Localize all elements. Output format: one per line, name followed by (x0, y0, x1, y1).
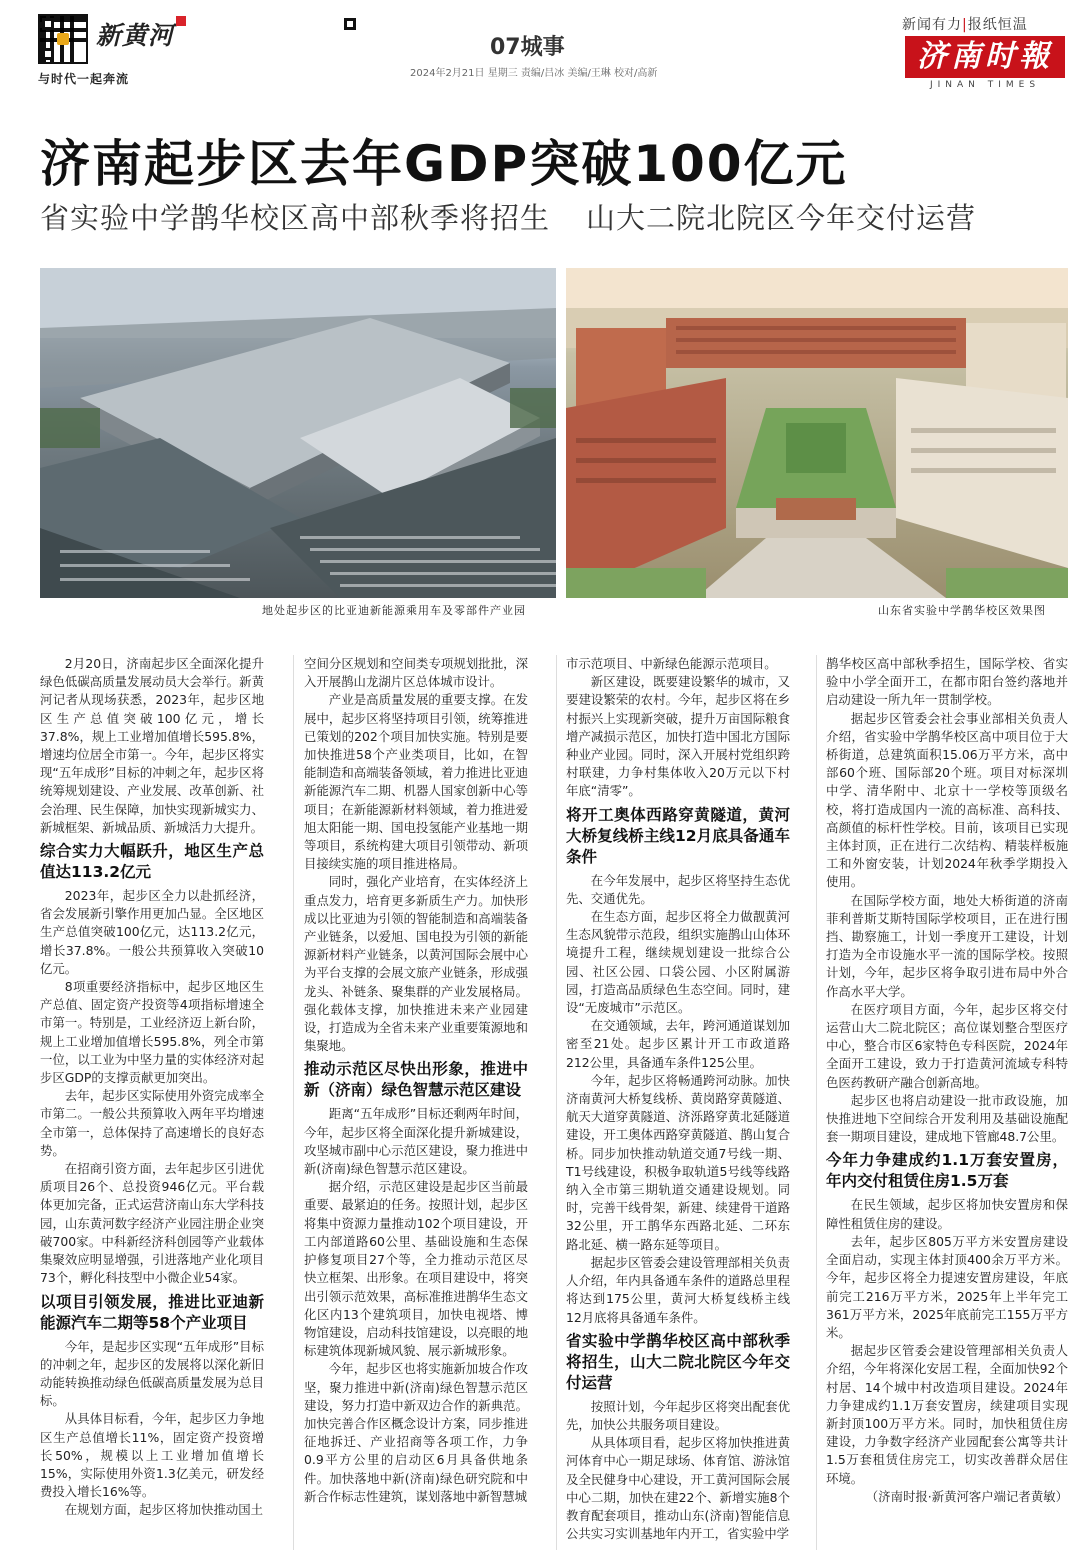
paragraph: 产业是高质量发展的重要支撑。在发展中，起步区将坚持项目引领，统筹推进已策划的202个项目加快实施。特别是要加快推进58个产业类项目，比如，在智能制造和高端装备领域，着力推进比亚迪新能源汽车二期、机器人国家创新中心等项目；在新能源新材料领域，着力推进爱旭太阳能一期、国电投氢能产业基地一期等项目，系统构建大项目引领带动、新项目接续实施的项目推进格局。 (304, 692, 528, 872)
paragraph: 在医疗项目方面，今年，起步区将交付运营山大二院北院区；高位谋划整合型医疗中心，整合市区6家特色专科医院，2024年全面开工建设，致力于打造黄河流域专科特色医药教研产融合创新高地。 (826, 1001, 1068, 1090)
paragraph: 据起步区管委会社会事业部相关负责人介绍，省实验中学鹊华校区高中项目位于大桥街道，总建筑面积15.06万平方米，高中部60个班、国际部20个班。项目对标深圳中学、清华附中、北京十一学校等顶级名校，将打造成国内一流的高标准、高科技、高颜值的标杆性学校。目前，该项目已实现主体封顶，正在进行二次结构、精装样板施工和外窗安装，计划2024年秋季学期投入使用。 (826, 710, 1068, 890)
paper-logo: 济南时報 (905, 36, 1065, 78)
byline: （济南时报·新黄河客户端记者黄敏） (865, 1488, 1068, 1504)
column-rule (556, 655, 557, 1550)
paragraph: 距离“五年成形”目标还剩两年时间，今年，起步区将全面深化提升新城建设，攻坚城市副中心示范区建设，聚力推进中新(济南)绿色智慧示范区建设。 (304, 1106, 528, 1177)
caption-right: 山东省实验中学鹊华校区效果图 (878, 604, 1046, 617)
paragraph: 今年，起步区将畅通跨河动脉。加快济南黄河大桥复线桥、黄岗路穿黄隧道、航天大道穿黄隧道、济泺路穿黄北延隧道建设，开工奥体西路穿黄隧道、鹊山复合桥。同步加快推动轨道交通7号线一期、T1号线建设，积极争取轨道5号线等线路纳入全市第三期轨道交通建设规划。同时，完善干线骨架，新建、续建骨干道路32公里，开工鹊华东西路北延、二环东路北延、横一路东延等项目。 (566, 1072, 790, 1252)
article-column-1 (40, 655, 264, 1520)
paper-slogan: 新闻有力|报纸恒温 (902, 17, 1028, 33)
paragraph: 去年，起步区实际使用外资完成率全市第二。一般公共预算收入两年平均增速全市第一，总体保持了高速增长的良好态势。 (40, 1088, 264, 1158)
paragraph: 去年，起步区805万平方米安置房建设全面启动，实现主体封顶400余万平方米。今年，起步区将全力提速安置房建设，年底前完工216万平方米，2025年上半年完工361万平方米，2025年底前完工155万平方米。 (826, 1233, 1068, 1340)
paragraph: 据起步区管委会建设管理部相关负责人介绍，年内具备通车条件的道路总里程将达到175公里，黄河大桥复线桥主线12月底将具备通车条件。 (566, 1254, 790, 1325)
caption-left: 地处起步区的比亚迪新能源乘用车及零部件产业园 (262, 604, 526, 617)
section-heading: 将开工奥体西路穿黄隧道，黄河大桥复线桥主线12月底具备通车条件 (566, 805, 790, 866)
paragraph: 起步区也将启动建设一批市政设施，加快推进地下空间综合开发利用及基础设施配套一期项目建设，建成地下管廊48.7公里。 (826, 1092, 1068, 1145)
page-number: 07城事 (490, 35, 565, 60)
dateline: 2024年2月21日 星期三 责编/吕冰 美编/王琳 校对/高新 (410, 68, 658, 79)
subheadline: 省实验中学鹊华校区高中部秋季将招生 山大二院北院区今年交付运营 (40, 201, 977, 235)
paragraph: 同时，强化产业培育，在实体经济上重点发力，培育更多新质生产力。加快形成以比亚迪为引领的智能制造和高端装备产业链条，以爱旭、国电投为引领的新能源新材料产业链条，以黄河国际会展中心为平台支撑的会展文旅产业链条，形成强龙头、补链条、聚集群的产业发展格局。强化载体支撑，加快推进未来产业园建设，打造成为全省未来产业重要策源地和集聚地。 (304, 874, 528, 1054)
brand-slogan: 与时代一起奔流 (38, 72, 130, 86)
paragraph: 2月20日，济南起步区全面深化提升绿色低碳高质量发展动员大会举行。新黄河记者从现场获悉，2023年，起步区地区生产总值突破100亿元，增长37.8%，规上工业增加值增长595.8%，增速均位居全市第一。今年，起步区将实现“五年成形”目标的冲刺之年，起步区将统筹规划建设、产业发展、改革创新、社会治理、民生保障，加快实现新城实力、新城框架、新城品质、新城活力大提升。 (40, 656, 264, 835)
paragraph: 在规划方面，起步区将加快推动国土 (64, 1502, 264, 1518)
section-heading: 今年力争建成约1.1万套安置房，年内交付租赁住房1.5万套 (826, 1151, 1068, 1191)
article-column-4 (826, 655, 1068, 1506)
headline: 济南起步区去年GDP突破100亿元 (40, 135, 848, 193)
section-heading: 综合实力大幅跃升，地区生产总值达113.2亿元 (40, 842, 264, 882)
photo-school-rendering (566, 268, 1068, 598)
paragraph: 从具体项目看，起步区将加快推进黄河体育中心一期足球场、体育馆、游泳馆及全民健身中心建设，开工黄河国际会展中心二期，加快在建22个、新增实施8个教育配套项目，推动山东(济南)智能信息公共实习实训基地年内开工，省实验中学 (566, 1435, 790, 1542)
paragraph: 8项重要经济指标中，起步区地区生产总值、固定资产投资等4项指标增速全市第一。特别是，工业经济迈上新台阶，规上工业增加值增长595.8%，列全市第一位，以工业为中坚力量的实体经济对起步区GDP的支撑贡献更加突出。 (40, 979, 264, 1086)
paragraph: 空间分区规划和空间类专项规划批批，深入开展鹊山龙湖片区总体城市设计。 (304, 656, 528, 690)
paragraph: 新区建设，既要建设繁华的城市，又要建设繁荣的农村。今年，起步区将在乡村振兴上实现新突破，提升万亩国际粮食增产减损示范区，加快打造中国北方国际种业产业园。同时，深入开展村党组织跨村联建，力争村集体收入20万元以下村年底“清零”。 (566, 674, 790, 799)
paper-logo-en: JINAN TIMES (929, 80, 1041, 90)
section-heading: 推动示范区尽快出形象，推进中新（济南）绿色智慧示范区建设 (304, 1060, 528, 1100)
paragraph: 今年，起步区也将实施新加坡合作攻坚，聚力推进中新(济南)绿色智慧示范区建设，努力打造中新双边合作的新典范。加快完善合作区概念设计方案，同步推进征地拆迁、产业招商等各项工作，力争0.9平方公里的启动区6月具备供地条件。加快落地中新(济南)绿色研究院和中新合作标志性建筑，谋划落地中新智慧城 (304, 1361, 528, 1504)
paragraph: 在生态方面，起步区将全力做靓黄河生态风貌带示范段，组织实施鹊山山体环境提升工程，继续规划建设一批综合公园、社区公园、口袋公园、小区附属游园，打造高品质绿色生态空间。同时，建设“无废城市”示范区。 (566, 909, 790, 1016)
paragraph: 在交通领域，去年，跨河通道谋划加密至21处。起步区累计开工市政道路212公里，具备通车条件125公里。 (566, 1018, 790, 1070)
paragraph: 2023年，起步区全力以赴抓经济，省会发展新引擎作用更加凸显。全区地区生产总值突破100亿元，达113.2亿元，增长37.8%。一般公共预算收入突破10亿元。 (40, 888, 264, 976)
paragraph: 鹊华校区高中部秋季招生，国际学校、省实验中小学全面开工，在都市阳台签约落地并启动建设一所九年一贯制学校。 (826, 656, 1068, 708)
paragraph: 在今年发展中，起步区将坚持生态优先、交通优先。 (566, 872, 790, 906)
paragraph: 据起步区管委会建设管理部相关负责人介绍，今年将深化安居工程，全面加快92个村居、14个城中村改造项目建设。2024年力争建成约1.1万套安置房，续建项目实现新封顶100万平方米。同时，加快租赁住房建设，力争数字经济产业园配套公寓等共计1.5万套租赁住房完工，切实改善群众居住环境。 (826, 1343, 1068, 1486)
section-heading: 省实验中学鹊华校区高中部秋季将招生，山大二院北院区今年交付运营 (566, 1331, 790, 1392)
paragraph: 今年，是起步区实现“五年成形”目标的冲刺之年，起步区的发展将以深化新旧动能转换推动绿色低碳高质量发展为总目标。 (40, 1338, 264, 1409)
paragraph: 据介绍，示范区建设是起步区当前最重要、最紧迫的任务。按照计划，起步区将集中资源力量推动102个项目建设，开工内部道路60公里、基础设施和生态保护修复项目27个等，全力推动示范区尽快立框架、出形象。在项目建设中，将突出引领示范效果，高标准推进鹊华生态文化区内13个建筑项目，加快电视塔、博物馆建设，启动科技馆建设，以亮眼的地标建筑体现新城风貌、展示新城形象。 (304, 1179, 528, 1359)
paragraph: 在招商引资方面，去年起步区引进优质项目26个、总投资946亿元。平台载体更加完备，正式运营济南山东大学科技园，山东黄河数字经济产业园注册企业突破700家。中科新经济科创园等产业载体集聚效应明显增强，引进落地产业化项目73个，孵化科技型中小微企业54家。 (40, 1161, 264, 1286)
qr-code (38, 14, 88, 64)
paragraph: 在民生领域，起步区将加快安置房和保障性租赁住房的建设。 (826, 1197, 1068, 1231)
section-heading: 以项目引领发展，推进比亚迪新能源汽车二期等58个产业项目 (40, 1292, 264, 1332)
article-column-3 (566, 655, 790, 1543)
column-rule (816, 655, 817, 1550)
photo-industrial-park (40, 268, 556, 598)
paragraph: 从具体目标看，今年，起步区力争地区生产总值增长11%，固定资产投资增长50%，规模以上工业增加值增长15%，实际使用外资1.3亿美元，研发经费投入增长16%等。 (40, 1411, 264, 1500)
article-column-2 (304, 655, 528, 1506)
paragraph: 在国际学校方面，地处大桥街道的济南菲利普斯艾斯特国际学校项目，正在进行围挡、勘察施工，计划一季度开工建设，计划打造为全市设施水平一流的国际学校。按照计划，今年，起步区将争取引进布局中外合作高水平大学。 (826, 892, 1068, 999)
column-rule (293, 655, 294, 1550)
paragraph: 市示范项目、中新绿色能源示范项目。 (566, 656, 777, 671)
brand-logo-left: 新黄河 (96, 16, 186, 52)
paragraph: 按照计划，今年起步区将突出配套优先，加快公共服务项目建设。 (566, 1398, 790, 1432)
